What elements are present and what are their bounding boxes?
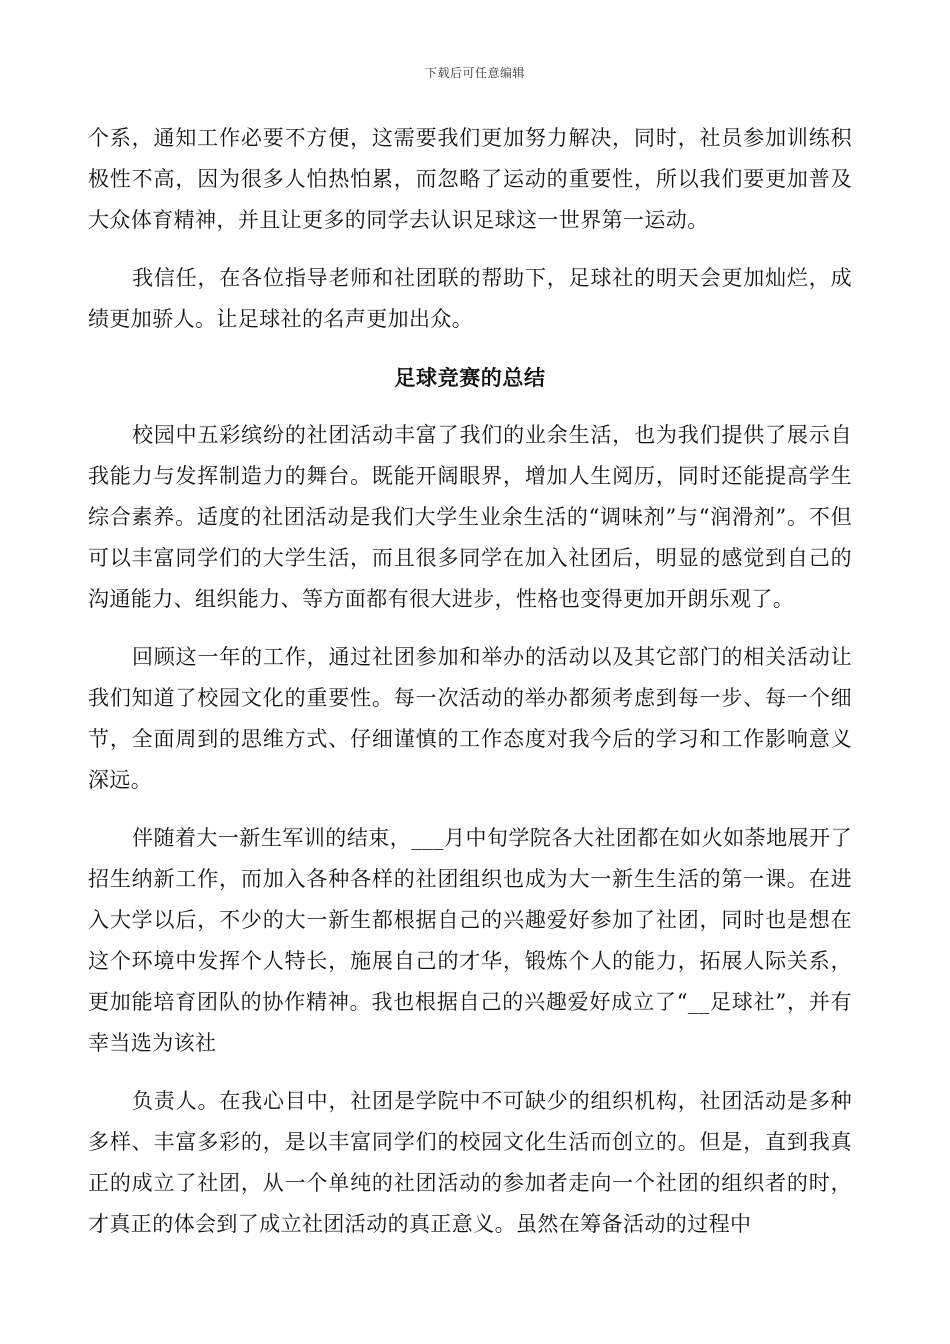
paragraph: 回顾这一年的工作，通过社团参加和举办的活动以及其它部门的相关活动让我们知道了校园文化的重要性。每一次活动的举办都须考虑到每一步、每一个细节，全面周到的思维方式、仔细谨慎的工作态度对我今后的学习和工作影响意义深远。	[88, 645, 852, 792]
section-title: 足球竞赛的总结	[394, 365, 546, 390]
document-body	[88, 118, 852, 1245]
paragraph-gap	[88, 398, 852, 415]
paragraph: 我信任，在各位指导老师和社团联的帮助下，足球社的明天会更加灿烂，成绩更加骄人。让足球社的名声更加出众。	[88, 266, 852, 331]
paragraph: 伴随着大一新生军训的结束，___月中旬学院各大社团都在如火如荼地展开了招生纳新工作，而加入各种各样的社团组织也成为大一新生生活的第一课。在进入大学以后，不少的大一新生都根据自己的兴趣爱好参加了社团，同时也是想在这个环境中发挥个人特长，施展自己的才华，锻炼个人的能力，拓展人际关系，更加能培育团队的协作精神。我也根据自己的兴趣爱好成立了“__足球社”，并有幸当选为该社	[88, 826, 852, 1055]
paragraph-gap	[88, 340, 852, 357]
paragraph-continued: 个系，通知工作必要不方便，这需要我们更加努力解决，同时，社员参加训练积极性不高，因为很多人怕热怕累，而忽略了运动的重要性，所以我们要更加普及大众体育精神，并且让更多的同学去认识足球这一世界第一运动。	[88, 126, 852, 232]
paragraph-gap	[88, 241, 852, 258]
page-header: 下载后可任意编辑	[424, 66, 525, 80]
paragraph: 负责人。在我心目中，社团是学院中不可缺少的组织机构，社团活动是多种多样、丰富多彩的，是以丰富同学们的校园文化生活而创立的。但是，直到我真正的成立了社团，从一个单纯的社团活动的参加者走向一个社团的组织者的时，才真正的体会到了成立社团活动的真正意义。虽然在筹备活动的过程中	[88, 1089, 852, 1236]
paragraph: 校园中五彩缤纷的社团活动丰富了我们的业余生活，也为我们提供了展示自我能力与发挥制造力的舞台。既能开阔眼界，增加人生阅历，同时还能提高学生综合素养。适度的社团活动是我们大学生业余生活的“调味剂”与“润滑剂”。不但可以丰富同学们的大学生活，而且很多同学在加入社团后，明显的感觉到自己的沟通能力、组织能力、等方面都有很大进步，性格也变得更加开朗乐观了。	[88, 423, 852, 611]
paragraph-gap	[88, 1064, 852, 1081]
paragraph-gap	[88, 801, 852, 818]
paragraph-gap	[88, 620, 852, 637]
